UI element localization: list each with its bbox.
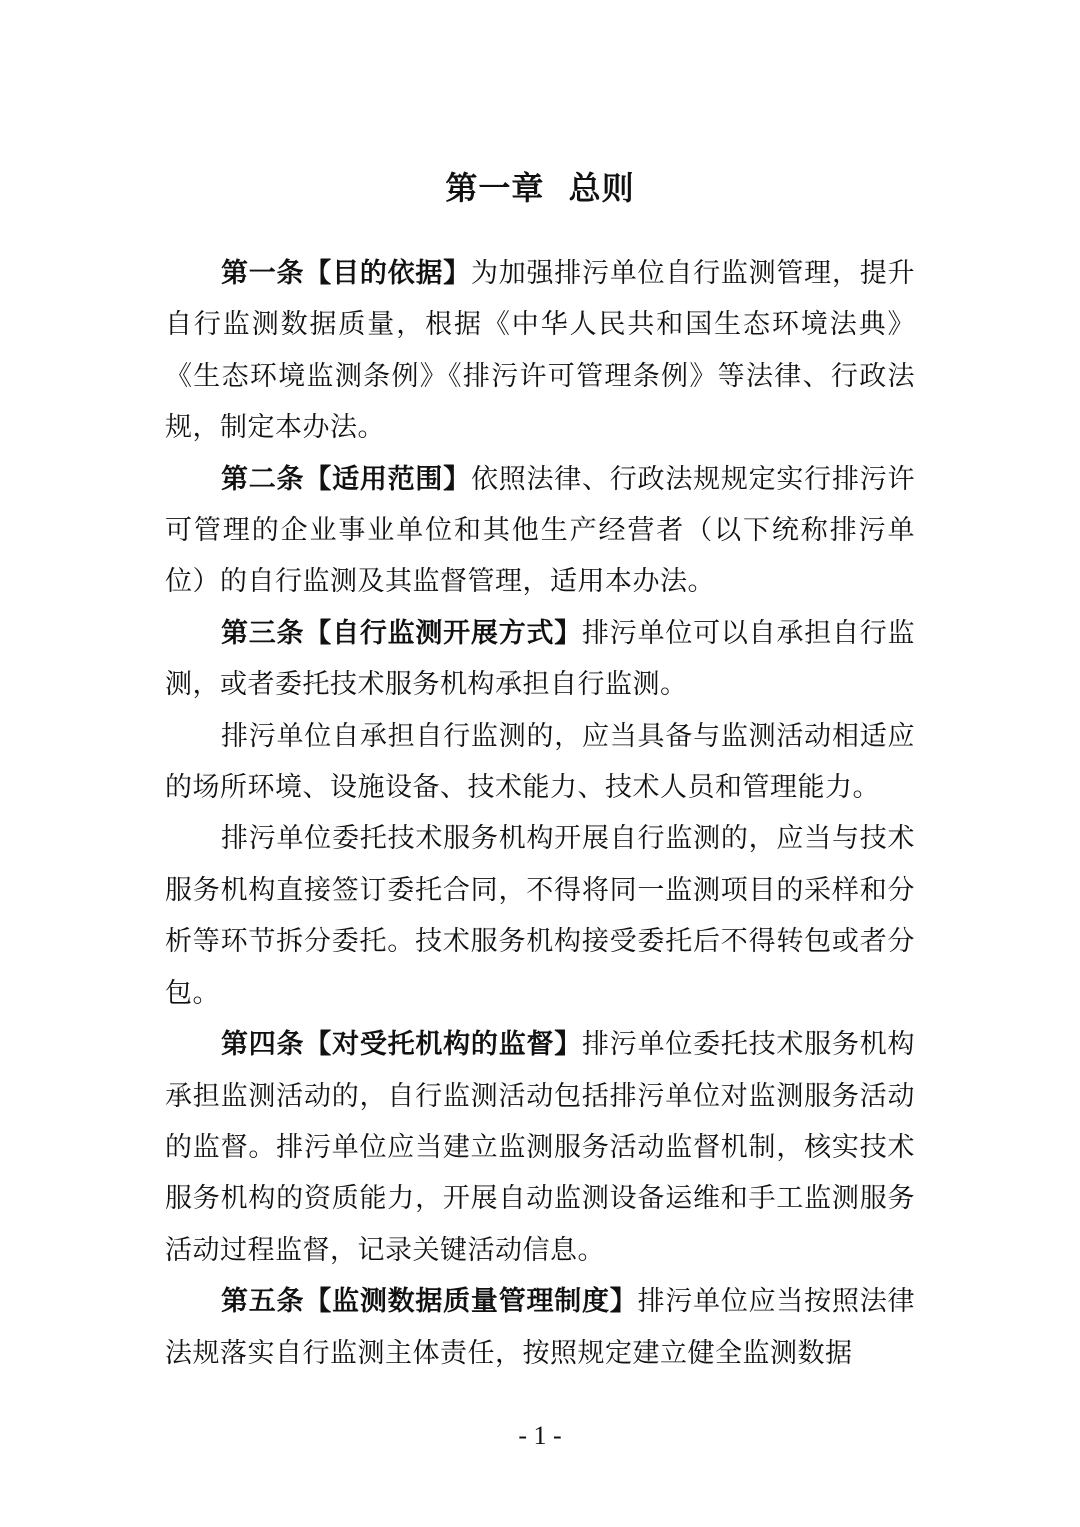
document-body [165,248,915,1379]
article-text: 为加强排污单位自行监测管理，提升自行监测数据质量，根据《中华人民共和国生态环境法典》《生态环境监测条例》《排污许可管理条例》等法律、行政法规，制定本办法。 [165,258,915,444]
article-text: 排污单位委托技术服务机构承担监测活动的，自行监测活动包括排污单位对监测服务活动的监督。排污单位应当建立监测服务活动监督机制，核实技术服务机构的资质能力，开展自动监测设备运维和手工监测服务活动过程监督，记录关键活动信息。 [165,1029,916,1266]
article-heading: 第四条【对受托机构的监督】 [221,1029,583,1061]
page-number: - 1 - [518,1421,562,1450]
article-heading: 第二条【适用范围】 [221,463,471,495]
article-4 [165,1019,915,1276]
article-text: 依照法律、行政法规规定实行排污许可管理的企业事业单位和其他生产经营者（以下统称排污单位）的自行监测及其监督管理，适用本办法。 [165,463,915,598]
article-heading: 第三条【自行监测开展方式】 [221,617,583,649]
article-text: 排污单位应当按照法律法规落实自行监测主体责任，按照规定建立健全监测数据 [165,1286,915,1369]
article-1 [165,248,915,454]
article-3-paragraph-3 [165,813,915,1019]
article-3 [165,608,915,711]
article-text: 排污单位委托技术服务机构开展自行监测的，应当与技术服务机构直接签订委托合同，不得将同一监测项目的采样和分析等环节拆分委托。技术服务机构接受委托后不得转包或者分包。 [165,823,915,1009]
article-2 [165,454,915,608]
chapter-title: 第一章 总则 [445,169,635,207]
article-heading: 第一条【目的依据】 [221,258,471,289]
article-3-paragraph-2 [165,711,915,814]
article-heading: 第五条【监测数据质量管理制度】 [221,1286,638,1318]
article-5 [165,1276,915,1379]
article-text: 排污单位可以自承担自行监测，或者委托技术服务机构承担自行监测。 [165,617,916,701]
article-text: 排污单位自承担自行监测的，应当具备与监测活动相适应的场所环境、设施设备、技术能力、技术人员和管理能力。 [165,720,915,804]
